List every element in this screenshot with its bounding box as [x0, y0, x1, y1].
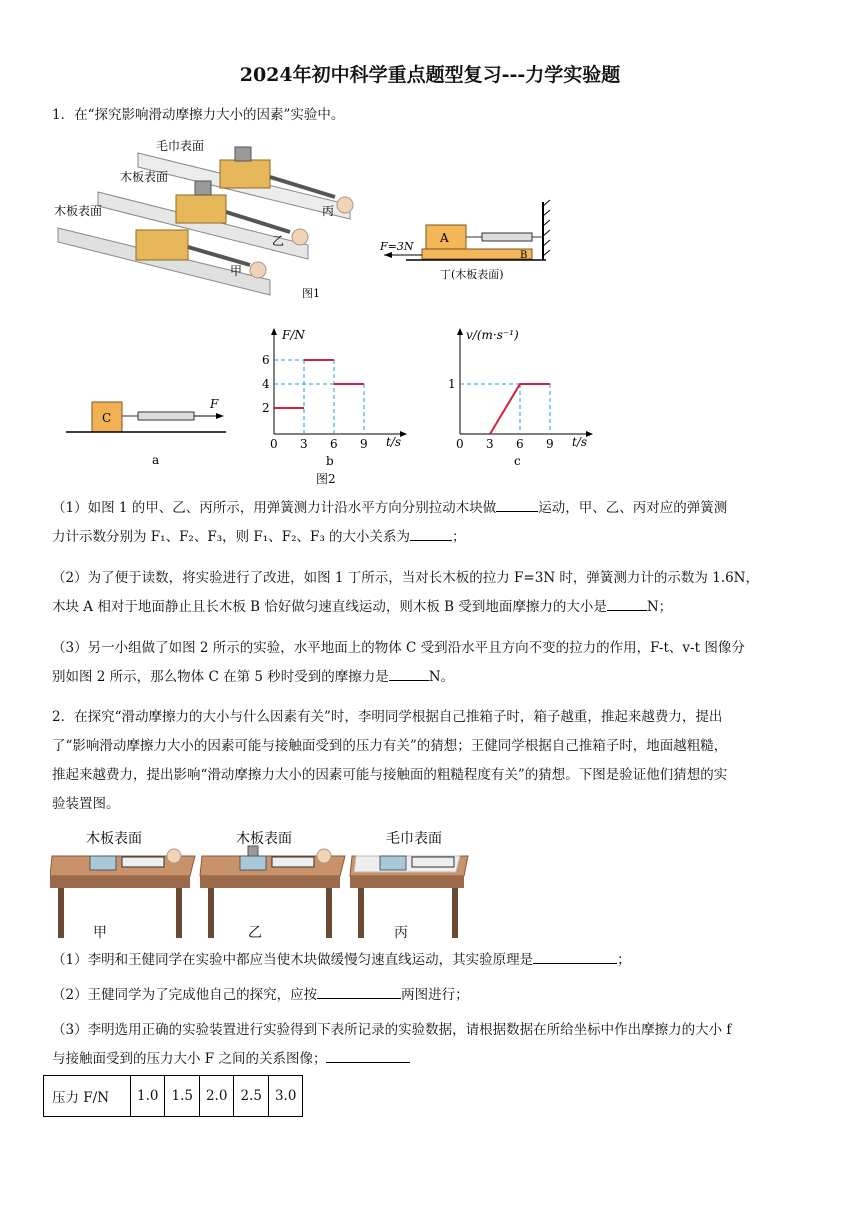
fig2b-xtick-0: 0 [270, 437, 278, 451]
fig2b-xtick-6: 6 [330, 437, 338, 451]
q2-surface-bing: 毛巾表面 [386, 831, 442, 847]
label-board-2: 木板表面 [54, 204, 103, 218]
block-c-label: C [102, 411, 112, 425]
fig2c-xlabel: t/s [572, 435, 588, 449]
q2-s2-text-b: 两图进行； [401, 987, 469, 1003]
q1-p1-text-d: ； [452, 529, 466, 545]
fig2b-ylabel: F/N [282, 328, 305, 342]
fig2c-ylabel: v/(m·s⁻¹) [466, 328, 519, 342]
table-header-cell: 压力 F/N [44, 1076, 131, 1117]
table-cell: 3.0 [268, 1076, 302, 1117]
force-label: F=3N [380, 240, 414, 253]
fig2b-caption: b [326, 454, 334, 468]
q2-s1-text-b: ； [617, 952, 631, 968]
q1-p3-text-b: 别如图 2 所示，那么物体 C 在第 5 秒时受到的摩擦力是 [52, 669, 389, 685]
q1-p3-text-c: N。 [428, 669, 455, 685]
apparatus-jia [50, 849, 195, 938]
answer-blank-4[interactable] [389, 666, 429, 681]
answer-blank-7[interactable] [326, 1048, 410, 1063]
figure-2a [62, 388, 232, 468]
figure-2b-chart [254, 324, 414, 469]
apparatus-bing [350, 856, 468, 938]
q2-label-yi: 乙 [248, 925, 262, 941]
q1-p2-text-c: N； [646, 599, 673, 615]
table-row [44, 1076, 303, 1117]
answer-blank-2[interactable] [410, 526, 452, 541]
q1-part1 [52, 494, 812, 552]
table-cell: 1.0 [131, 1076, 165, 1117]
q2-s3-text-b: 与接触面受到的压力大小 F 之间的关系图像； [52, 1051, 327, 1067]
q2-label-bing: 丙 [394, 925, 408, 941]
fig2b-ytick-6: 6 [262, 353, 270, 367]
q2-stem [52, 703, 812, 819]
q1-p1-text-a: （1）如图 1 的甲、乙、丙所示，用弹簧测力计沿水平方向分别拉动木块做 [52, 500, 497, 516]
fig2b-xtick-9: 9 [360, 437, 368, 451]
fig2c-caption: c [514, 454, 521, 468]
q1-p3-text-a: （3）另一小组做了如图 2 所示的实验，水平地面上的物体 C 受到沿水平且方向不变的拉力的作用，F-t、v-t 图像分 [52, 640, 745, 656]
table-cell: 2.5 [234, 1076, 268, 1117]
figure-1-apparatus [50, 135, 370, 305]
q1-part3 [52, 634, 812, 692]
fig2c-xtick-9: 9 [546, 437, 554, 451]
q1-p1-text-b: 运动，甲、乙、丙对应的弹簧测 [538, 500, 728, 516]
label-board-1: 木板表面 [120, 170, 169, 184]
fig2b-xtick-3: 3 [300, 437, 308, 451]
label-jia: 甲 [230, 264, 243, 278]
label-towel: 毛巾表面 [156, 139, 205, 153]
fig2b-ytick-2: 2 [262, 401, 270, 415]
q2-surface-jia: 木板表面 [86, 831, 142, 847]
q2-s3-text-a: （3）李明选用正确的实验装置进行实验得到下表所记录的实验数据，请根据数据在所给坐标中作出摩擦力的大小 f [52, 1022, 732, 1038]
q2-line-1: 2．在探究“滑动摩擦力的大小与什么因素有关”时，李明同学根据自己推箱子时，箱子越重，推起来越费力，提出 [52, 709, 723, 725]
apparatus-yi [200, 846, 345, 938]
q2-part2 [52, 981, 812, 1010]
table-cell: 2.0 [199, 1076, 233, 1117]
fig2a-caption: a [152, 453, 160, 467]
block-a-label: A [440, 231, 449, 245]
board-b-label: B [520, 250, 528, 261]
q1-p1-text-c: 力计示数分别为 F₁、F₂、F₃，则 F₁、F₂、F₃ 的大小关系为 [52, 529, 411, 545]
fig2c-ytick-1: 1 [448, 377, 456, 391]
q2-surface-yi: 木板表面 [236, 831, 292, 847]
answer-blank-5[interactable] [533, 949, 617, 964]
table-cell: 1.5 [165, 1076, 199, 1117]
figure-1-ding [378, 198, 558, 288]
answer-blank-1[interactable] [496, 497, 538, 512]
q2-s1-text-a: （1）李明和王健同学在实验中都应当使木块做缓慢匀速直线运动，其实验原理是 [52, 952, 534, 968]
q2-label-jia: 甲 [93, 925, 107, 941]
pressure-data-table [43, 1075, 303, 1117]
fig2b-ytick-4: 4 [262, 377, 270, 391]
figure-2-caption: 图2 [316, 472, 336, 486]
force-f-label: F [210, 397, 219, 411]
fig2c-xtick-6: 6 [516, 437, 524, 451]
q1-stem: 1．在“探究影响滑动摩擦力大小的因素”实验中。 [52, 107, 345, 123]
fig2b-xlabel: t/s [386, 435, 402, 449]
page-title: 2024年初中科学重点题型复习---力学实验题 [239, 64, 621, 86]
q2-part3 [52, 1016, 812, 1074]
label-yi: 乙 [272, 234, 285, 248]
fig2c-xtick-0: 0 [456, 437, 464, 451]
fig2c-xtick-3: 3 [486, 437, 494, 451]
q1-part2 [52, 564, 812, 622]
label-bing: 丙 [322, 204, 335, 218]
figure-1-caption: 图1 [302, 287, 320, 300]
q2-s2-text-a: （2）王健同学为了完成他自己的探究，应按 [52, 987, 318, 1003]
q2-line-4: 验装置图。 [52, 796, 120, 812]
q1-p2-text-b: 木块 A 相对于地面静止且长木板 B 恰好做匀速直线运动，则木板 B 受到地面摩擦力的大小是 [52, 599, 607, 615]
q2-part1 [52, 946, 812, 975]
q2-line-2: 了“影响滑动摩擦力大小的因素可能与接触面受到的压力有关”的猜想；王健同学根据自己推箱子时，地面越粗糙， [52, 738, 728, 754]
figure-2c-chart [440, 324, 600, 469]
q1-p2-text-a: （2）为了便于读数，将实验进行了改进，如图 1 丁所示，当对长木板的拉力 F=3N 时，弹簧测力计的示数为 1.6N， [52, 570, 759, 586]
q2-line-3: 推起来越费力，提出影响“滑动摩擦力大小的因素可能与接触面的粗糙程度有关”的猜想。下图是验证他们猜想的实 [52, 767, 728, 783]
answer-blank-6[interactable] [317, 984, 401, 999]
ding-caption: 丁(木板表面) [440, 268, 504, 281]
answer-blank-3[interactable] [607, 596, 647, 611]
